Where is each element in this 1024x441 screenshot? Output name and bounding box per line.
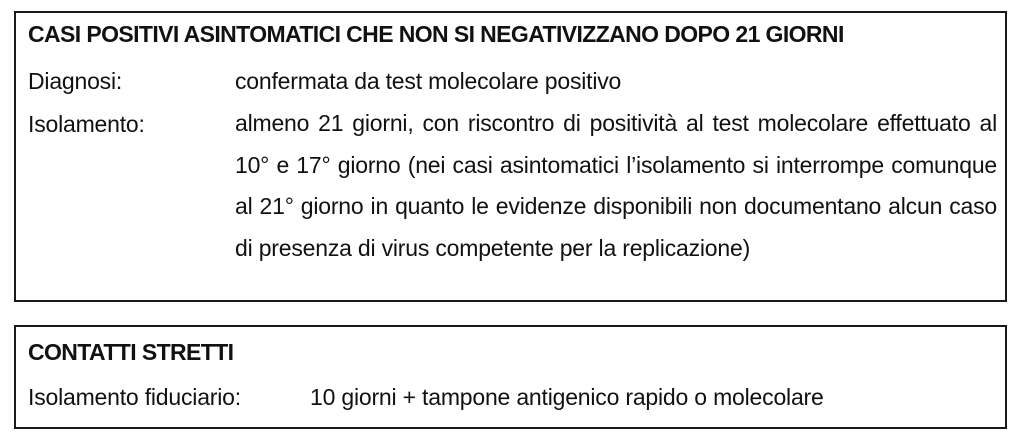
close-contacts-title: CONTATTI STRETTI <box>28 339 234 365</box>
asymptomatic-cases-title: CASI POSITIVI ASINTOMATICI CHE NON SI NEGATIVIZZANO DOPO 21 GIORNI <box>28 21 844 47</box>
asymptomatic-cases-box <box>14 11 1007 302</box>
isolation-value: almeno 21 giorni, con riscontro di positività al test molecolare effettuato al 10° e 17° giorno (nei casi asintomatici l’isolamento si interrompe comunque al 21° giorno in quanto le evidenze disponibili non documentano alcun caso di presenza di virus competente per la replicazione) <box>235 110 997 261</box>
fiduciary-isolation-value: 10 giorni + tampone antigenico rapido o molecolare <box>310 384 824 410</box>
isolation-label: Isolamento: <box>28 111 145 137</box>
close-contacts-box <box>14 325 1007 429</box>
diagnosis-label: Diagnosi: <box>28 68 123 94</box>
diagnosis-value: confermata da test molecolare positivo <box>235 68 622 94</box>
fiduciary-isolation-label: Isolamento fiduciario: <box>28 384 241 410</box>
